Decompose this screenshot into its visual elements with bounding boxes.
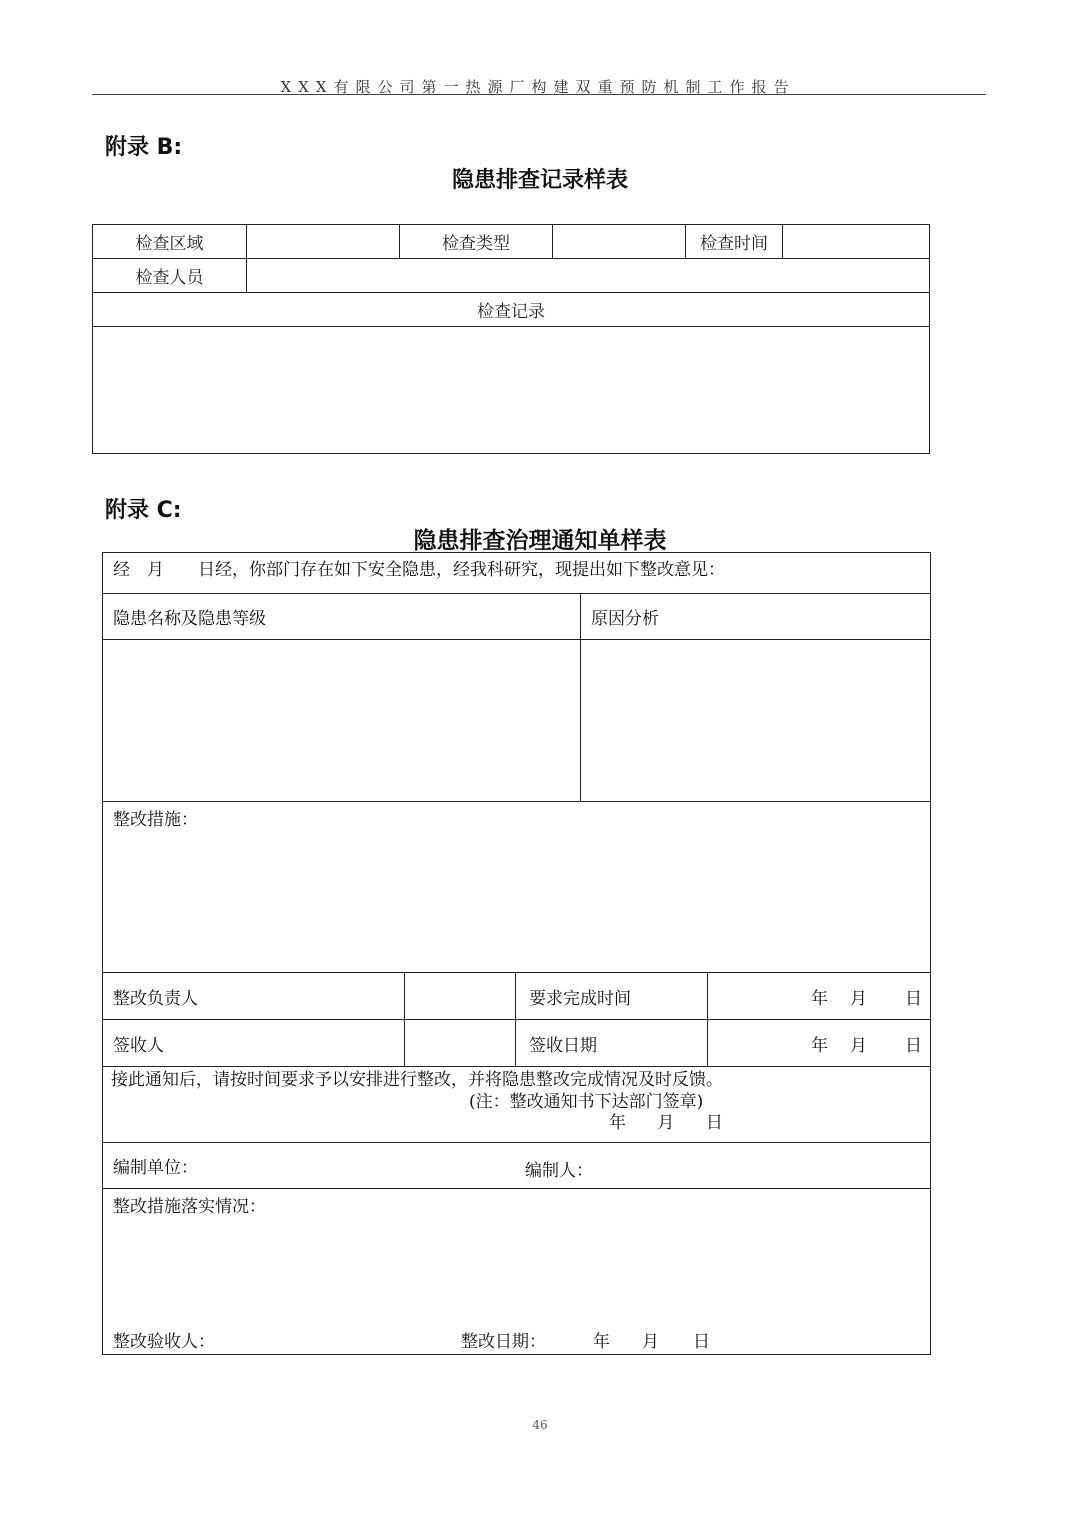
page-number: 46 xyxy=(532,1418,548,1432)
compiler-label: 编制人： xyxy=(525,1161,593,1181)
responsible-label: 整改负责人 xyxy=(103,973,405,1020)
notice-month: 月 xyxy=(657,1113,675,1133)
receipt-date-cell[interactable] xyxy=(708,1020,931,1067)
notice-note: (注：整改通知书下达部门签章) xyxy=(469,1092,704,1112)
rectify-year: 年 xyxy=(593,1332,610,1352)
implementation-cell[interactable] xyxy=(103,1189,931,1355)
area-value-cell[interactable] xyxy=(247,225,400,259)
rectify-month: 月 xyxy=(642,1332,659,1352)
appendix-c-title: 隐患排查治理通知单样表 xyxy=(413,527,667,554)
implementation-label: 整改措施落实情况： xyxy=(113,1197,266,1217)
acceptor-label: 整改验收人： xyxy=(113,1332,215,1352)
deadline-day: 日 xyxy=(905,988,923,1009)
notice-year: 年 xyxy=(609,1113,626,1133)
cause-label: 原因分析 xyxy=(581,594,931,640)
notice-day: 日 xyxy=(705,1113,723,1133)
rectify-date-label: 整改日期： xyxy=(461,1332,546,1352)
cause-cell[interactable] xyxy=(581,640,931,802)
record-label: 检查记录 xyxy=(93,293,930,327)
receipt-month: 月 xyxy=(850,1035,868,1056)
appendix-c-label: 附录 C: xyxy=(105,498,182,523)
time-label: 检查时间 xyxy=(686,225,783,259)
measures-cell[interactable] xyxy=(103,802,931,973)
appendix-b-title: 隐患排查记录样表 xyxy=(451,168,628,193)
notice-instruction-cell xyxy=(103,1067,931,1143)
appendix-b-label: 附录 B: xyxy=(105,135,183,160)
hazard-name-cell[interactable] xyxy=(103,640,581,802)
inspector-label: 检查人员 xyxy=(93,259,247,293)
receipt-year: 年 xyxy=(811,1035,829,1056)
header-divider xyxy=(92,94,986,95)
notice-text: 接此通知后，请按时间要求予以安排进行整改，并将隐患整改完成情况及时反馈。 xyxy=(111,1070,723,1090)
deadline-label: 要求完成时间 xyxy=(516,973,708,1020)
unit-label: 编制单位： xyxy=(113,1158,198,1178)
hazard-name-label: 隐患名称及隐患等级 xyxy=(103,594,581,640)
record-content-cell[interactable] xyxy=(93,327,930,454)
inspection-record-table xyxy=(92,224,930,454)
time-value-cell[interactable] xyxy=(783,225,930,259)
compiler-row[interactable] xyxy=(103,1143,931,1189)
deadline-month: 月 xyxy=(850,988,868,1009)
deadline-date-cell[interactable] xyxy=(708,973,931,1020)
type-label: 检查类型 xyxy=(400,225,553,259)
inspector-value-cell[interactable] xyxy=(247,259,930,293)
acceptance-line xyxy=(113,1327,913,1352)
notice-intro: 经 月 日经，你部门存在如下安全隐患，经我科研究，现提出如下整改意见： xyxy=(103,553,931,594)
rectification-notice-table xyxy=(102,552,931,1355)
type-value-cell[interactable] xyxy=(553,225,686,259)
measures-label: 整改措施： xyxy=(113,810,198,830)
deadline-year: 年 xyxy=(811,988,829,1009)
receiver-label: 签收人 xyxy=(103,1020,405,1067)
area-label: 检查区域 xyxy=(93,225,247,259)
rectify-day: 日 xyxy=(693,1332,710,1352)
receiver-value-cell[interactable] xyxy=(405,1020,516,1067)
notice-date xyxy=(111,1113,930,1133)
responsible-value-cell[interactable] xyxy=(405,973,516,1020)
receipt-date-label: 签收日期 xyxy=(516,1020,708,1067)
page-header-title: XXX有限公司第一热源厂构建双重预防机制工作报告 xyxy=(280,78,796,96)
receipt-day: 日 xyxy=(905,1035,923,1056)
